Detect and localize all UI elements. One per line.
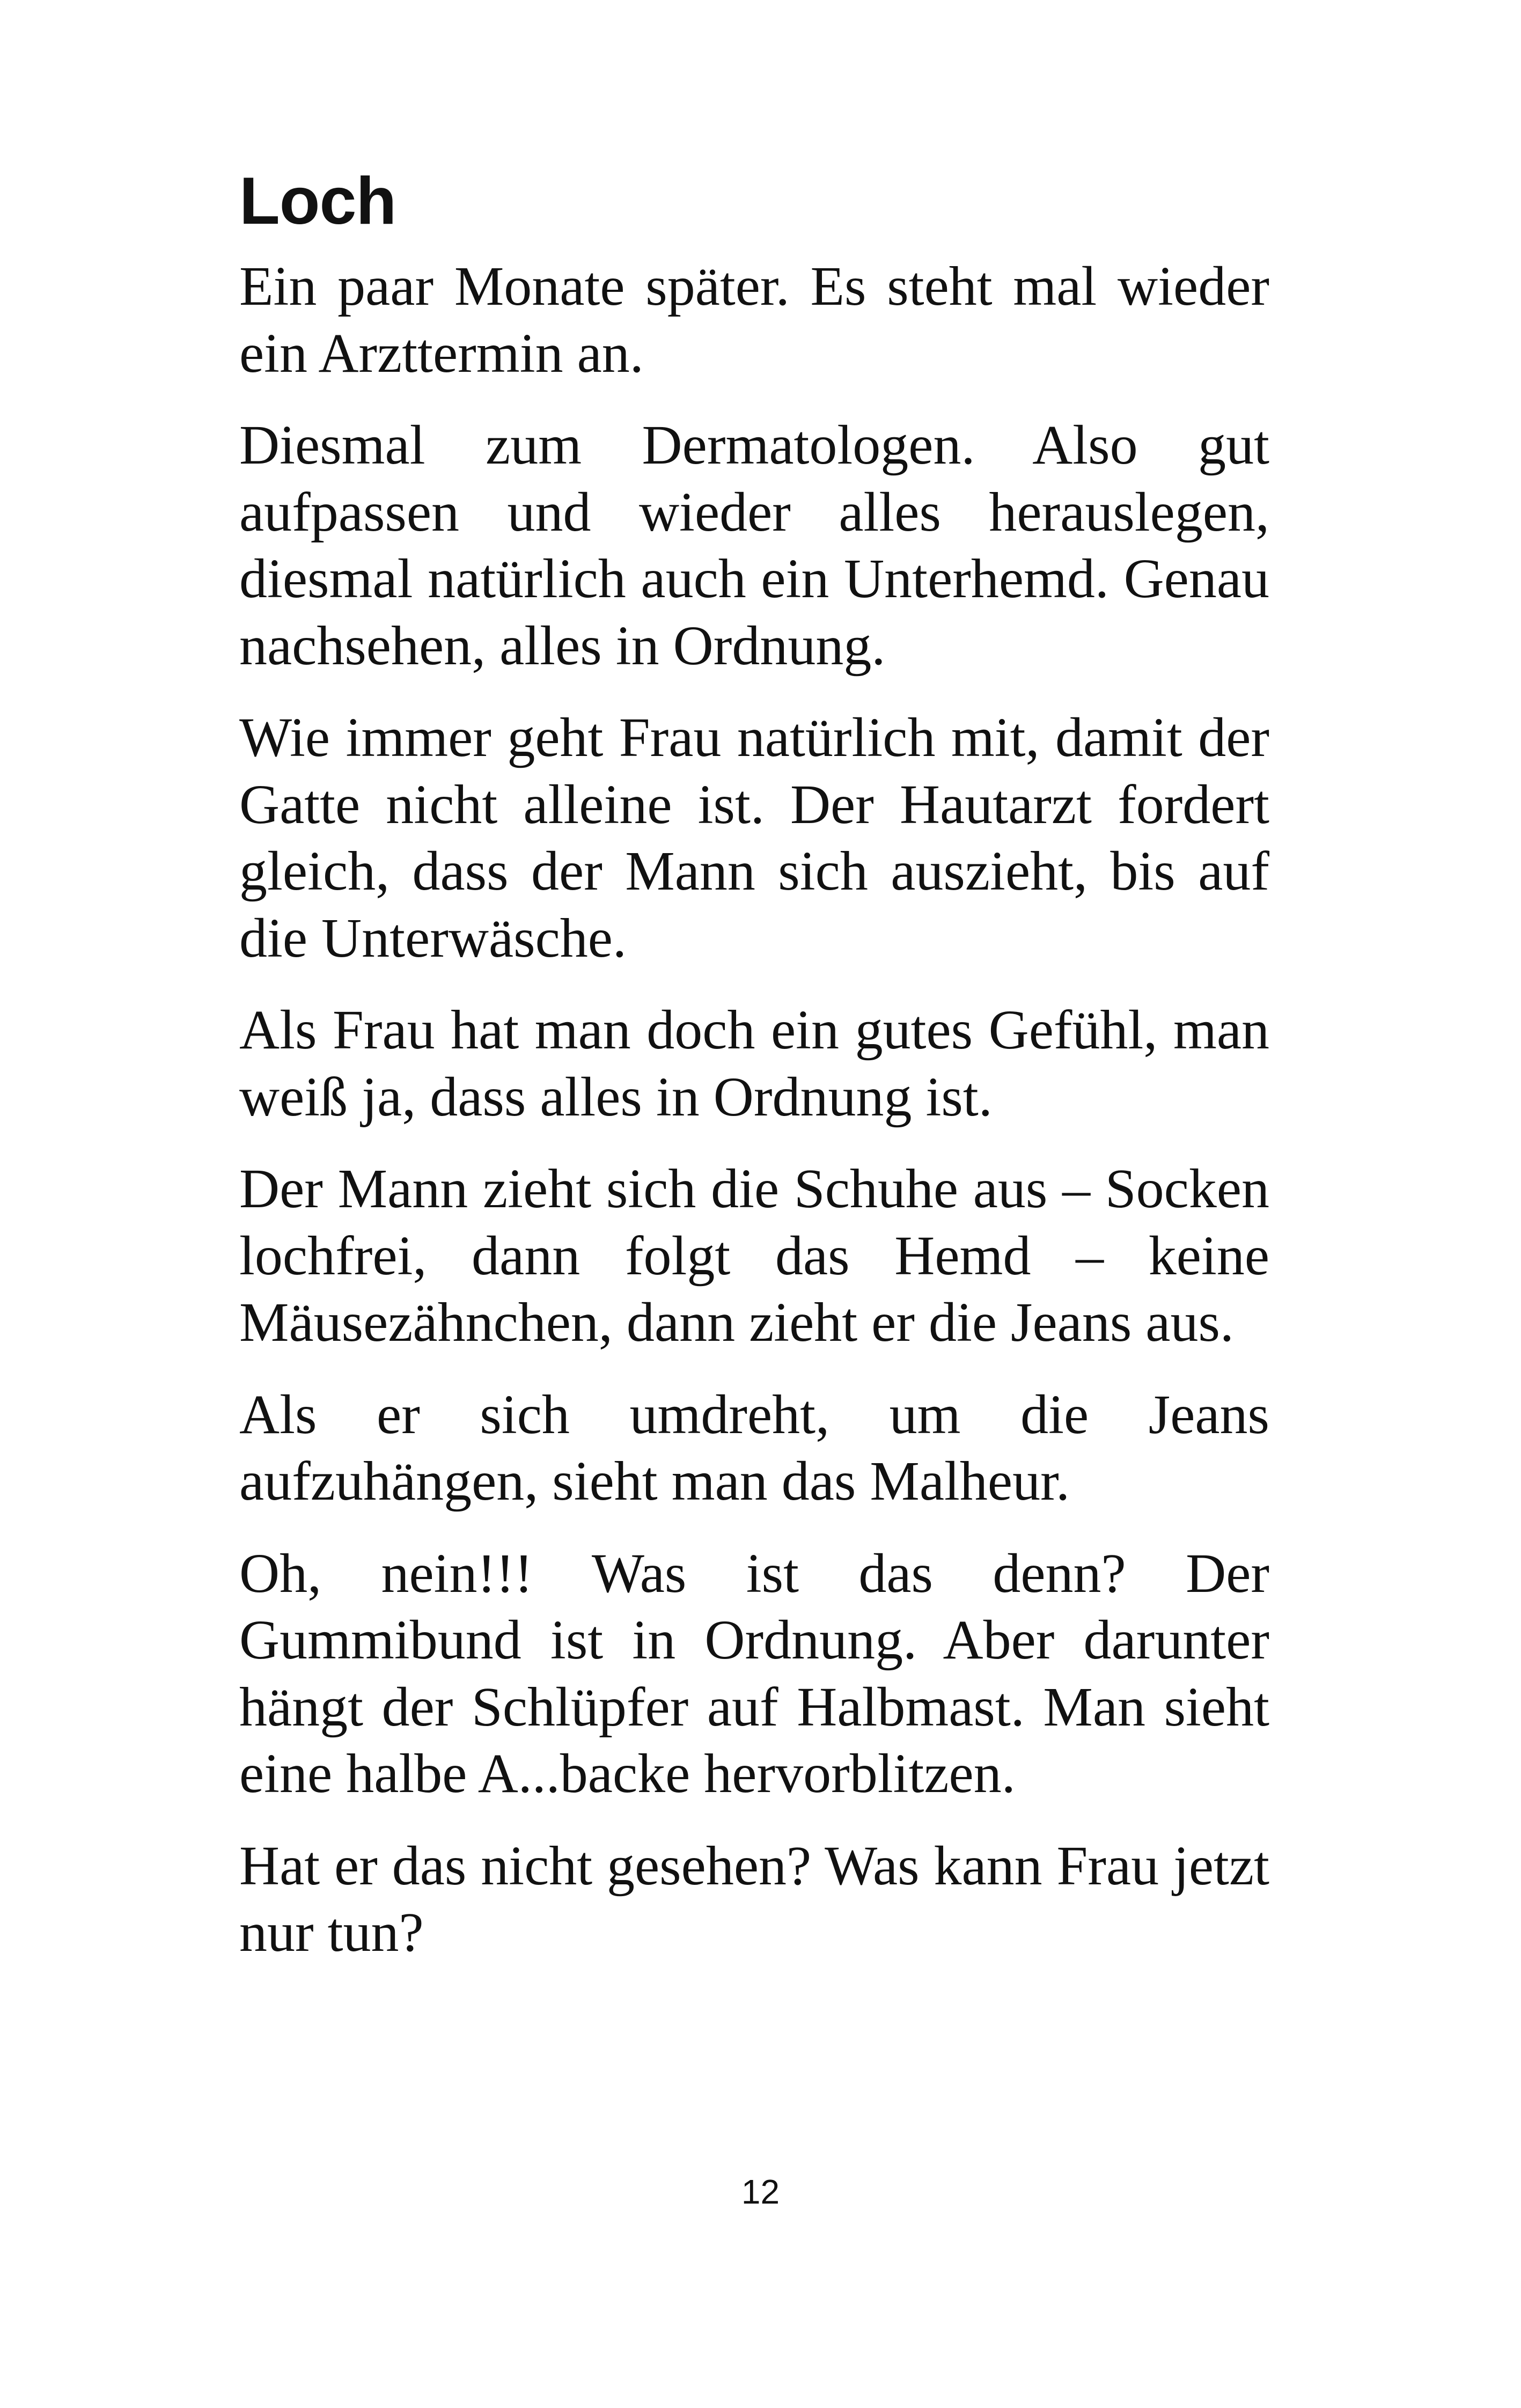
chapter-title: Loch: [239, 164, 396, 238]
paragraph: Diesmal zum Dermatologen. Also gut aufpassen und wieder alles herauslegen, diesmal natürlich auch ein Unterhemd. Genau nachsehen, alles in Ordnung.: [239, 414, 1269, 677]
paragraph: Ein paar Monate später. Es steht mal wieder ein Arzttermin an.: [239, 255, 1269, 384]
paragraph: Wie immer geht Frau natürlich mit, damit der Gatte nicht alleine ist. Der Hautarzt fordert gleich, dass der Mann sich auszieht, bis auf die Unterwäsche.: [239, 707, 1269, 969]
paragraph: Oh, nein!!! Was ist das denn? Der Gummibund ist in Ordnung. Aber darunter hängt der Schlüpfer auf Halbmast. Man sieht eine halbe A...backe hervorblitzen.: [239, 1542, 1269, 1804]
paragraph: Als er sich umdreht, um die Jeans aufzuhängen, sieht man das Malheur.: [239, 1383, 1269, 1512]
page-body: [239, 161, 1269, 1992]
paragraph: Als Frau hat man doch ein gutes Gefühl, man weiß ja, dass alles in Ordnung ist.: [239, 999, 1269, 1128]
page-number: 12: [741, 2172, 780, 2211]
paragraph: Der Mann zieht sich die Schuhe aus – Socken lochfrei, dann folgt das Hemd – keine Mäusezähnchen, dann zieht er die Jeans aus.: [239, 1158, 1269, 1353]
paragraph: Hat er das nicht gesehen? Was kann Frau jetzt nur tun?: [239, 1834, 1269, 1963]
